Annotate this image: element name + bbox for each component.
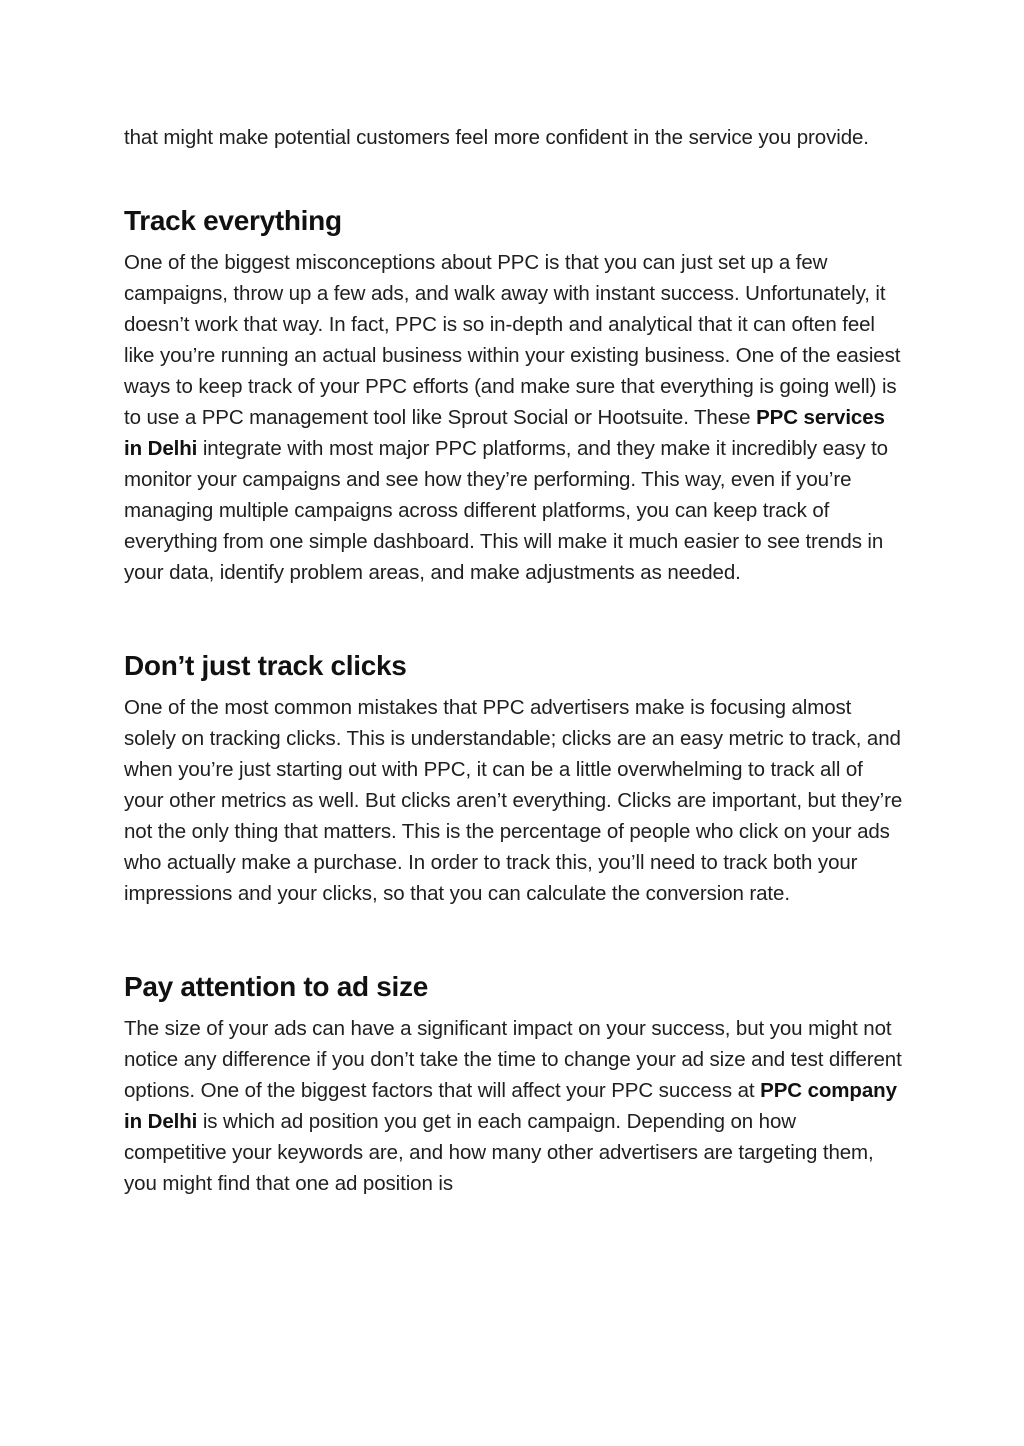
paragraph-dont-just-track-clicks: One of the most common mistakes that PPC advertisers make is focusing almost solely on tracking clicks. This is understandable; clicks are an easy metric to track, and when you’re just starting out with PPC, it can be a little overwhelming to track all of your other metrics as well. But clicks aren’t everything. Clicks are important, but they’re not the only thing that matters. This is the percentage of people who click on your ads who actually make a purchase. In order to track this, you’ll need to track both your impressions and your clicks, so that you can calculate the conversion rate. (124, 696, 903, 905)
heading-pay-attention-ad-size: Pay attention to ad size (124, 971, 428, 1002)
heading-dont-just-track-clicks: Don’t just track clicks (124, 650, 407, 681)
bold-link-ppc-services: PPC services in Delhi (124, 406, 885, 460)
document-page (124, 120, 904, 1199)
intro-paragraph: that might make potential customers feel more confident in the service you provide. (124, 126, 869, 149)
paragraph-text: One of the biggest misconceptions about PPC is that you can just set up a few campaigns, throw up a few ads, and walk away with instant success. Unfortunately, it doesn’t work that way. In fact, PPC is so in-depth and analytical that it can often feel like you’re running an actual business within your existing business. One of the easiest ways to keep track of your PPC efforts (and make sure that everything is going well) is to use a PPC management tool like Sprout Social or Hootsuite. These (124, 251, 901, 429)
paragraph-track-everything (124, 247, 904, 588)
bold-link-ppc-company: PPC company in Delhi (124, 1079, 897, 1133)
paragraph-text: The size of your ads can have a significant impact on your success, but you might not notice any difference if you don’t take the time to change your ad size and test different options. One of the biggest factors that will affect your PPC success at (124, 1017, 902, 1102)
paragraph-text: is which ad position you get in each campaign. Depending on how competitive your keywords are, and how many other advertisers are targeting them, you might find that one ad position is (124, 1110, 874, 1195)
paragraph-pay-attention-ad-size (124, 1013, 904, 1199)
paragraph-text: integrate with most major PPC platforms, and they make it incredibly easy to monitor your campaigns and see how they’re performing. This way, even if you’re managing multiple campaigns across different platforms, you can keep track of everything from one simple dashboard. This will make it much easier to see trends in your data, identify problem areas, and make adjustments as needed. (124, 437, 888, 584)
heading-track-everything: Track everything (124, 205, 342, 236)
